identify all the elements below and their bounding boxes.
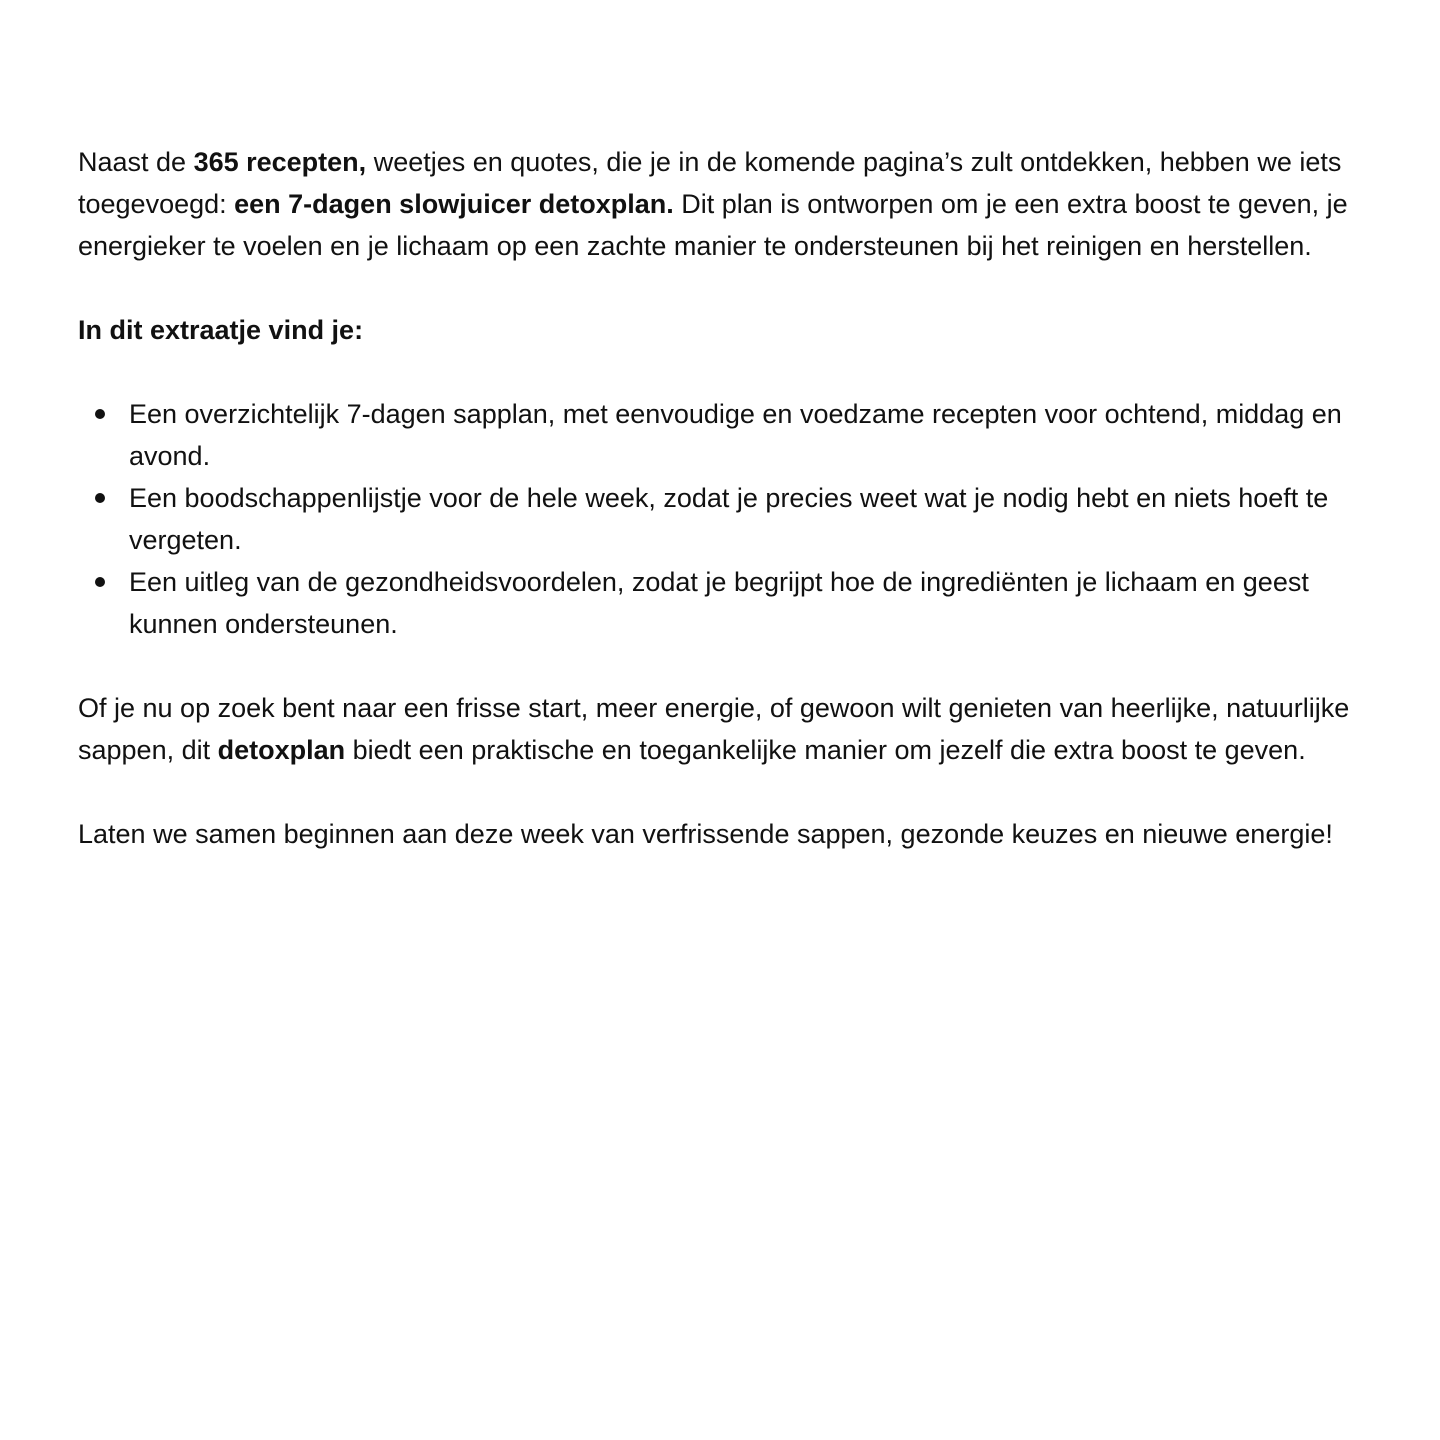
intro-text-3: Dit plan is ontworpen om je een extra boost te geven, je energieker te voelen en je lichaam op een zachte manier te ondersteunen bij het reinigen en herstellen. [78,189,1348,261]
intro-text-1: Naast de [78,147,194,177]
outro-paragraph [78,687,1378,771]
list-item-text: Een boodschappenlijstje voor de hele week, zodat je precies weet wat je nodig hebt en niets hoeft te vergeten. [129,483,1329,555]
outro-bold-detoxplan: detoxplan [217,735,346,765]
bullet-icon [95,409,105,419]
section-heading-text: In dit extraatje vind je: [78,315,364,345]
intro-bold-recipes: 365 recepten, [193,147,367,177]
intro-bold-detoxplan: een 7-dagen slowjuicer detoxplan. [234,189,674,219]
document-page [78,141,1378,855]
feature-list [78,393,1378,645]
list-item [129,393,1378,477]
intro-paragraph [78,141,1378,267]
bullet-icon [95,577,105,587]
list-item-text: Een overzichtelijk 7-dagen sapplan, met eenvoudige en voedzame recepten voor ochtend, middag en avond. [129,399,1342,471]
intro-text-2: weetjes en quotes, die je in de komende pagina’s zult ontdekken, hebben we iets toegevoegd: [78,147,1342,219]
list-item [129,561,1378,645]
outro-text-1: Of je nu op zoek bent naar een frisse start, meer energie, of gewoon wilt genieten van heerlijke, natuurlijke sappen, dit [78,693,1350,765]
section-heading [78,309,1378,351]
list-item-text: Een uitleg van de gezondheidsvoordelen, zodat je begrijpt hoe de ingrediënten je lichaam en geest kunnen ondersteunen. [129,567,1309,639]
list-item [129,477,1378,561]
outro-text-2: biedt een praktische en toegankelijke manier om jezelf die extra boost te geven. [345,735,1306,765]
closing-paragraph: Laten we samen beginnen aan deze week van verfrissende sappen, gezonde keuzes en nieuwe energie! [78,819,1333,849]
bullet-icon [95,493,105,503]
